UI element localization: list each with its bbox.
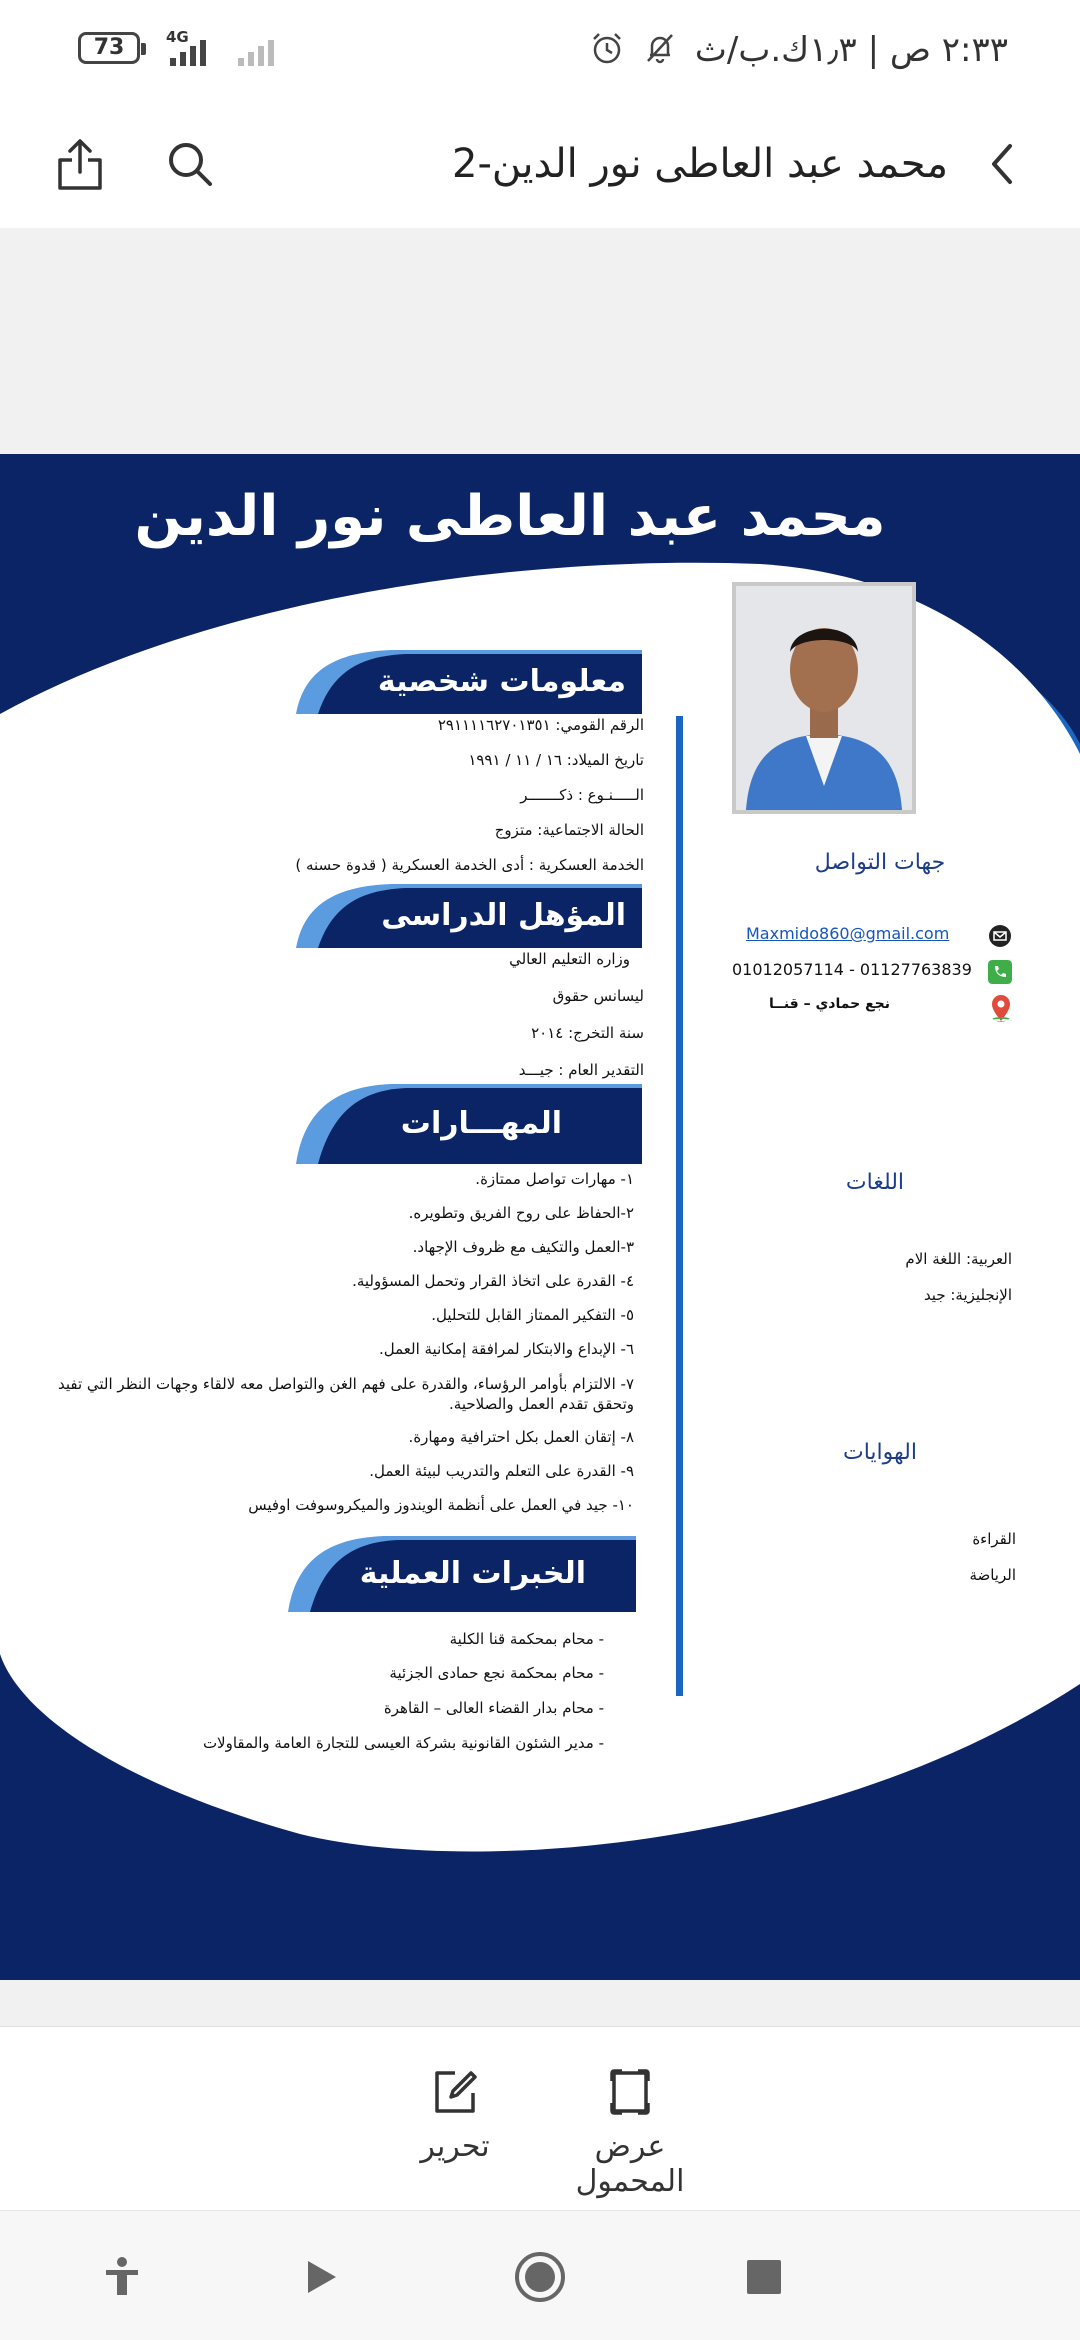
record-icon [513,2250,567,2304]
skill-line: ٣-العمل والتكيف مع ظروف الإجهاد. [412,1238,634,1256]
personal-line: الخدمة العسكرية : أدى الخدمة العسكرية ( قدوة حسنه ) [295,856,644,874]
contact-address-row [0,996,1080,1026]
cv-name-heading: محمد عبد العاطى نور الدين [134,484,886,549]
language-line: الإنجليزية: جيد [923,1286,1012,1304]
app-bar [0,100,1080,228]
phone-icon [988,960,1012,984]
document-title: محمد عبد العاطى نور الدين-2 [452,141,948,187]
contact-heading: جهات التواصل [814,850,946,875]
personal-line: الحالة الاجتماعية: متزوج [494,821,644,839]
edit-icon [431,2067,479,2117]
system-navigation-bar [0,2210,1080,2340]
share-button[interactable] [40,124,120,204]
hobby-line: الرياضة [969,1566,1016,1584]
edit-label: تحرير [420,2129,490,2164]
share-icon [54,136,106,192]
accessibility-button[interactable] [94,2249,150,2305]
skill-line: ٦- الإبداع والابتكار لمرافقة إمكانية العمل. [378,1340,634,1358]
bell-off-icon [643,31,677,69]
mobile-view-label: عرض المحمول [575,2129,685,2199]
skill-line: ٢-الحفاظ على روح الفريق وتطويره. [408,1204,634,1222]
search-button[interactable] [150,124,230,204]
network-type: 4G [166,28,189,46]
play-button[interactable] [292,2249,348,2305]
alarm-icon [589,30,625,70]
signal-strength-icon [170,34,206,66]
edit-button[interactable] [400,2067,510,2164]
personal-line: الرقم القومي: ٢٩١١١١٦٢٧٠١٣٥١ [437,716,644,734]
search-icon [165,139,215,189]
signal-strength-2-icon [238,34,274,66]
cv-document-page[interactable] [0,454,1080,1980]
skill-line: ٩- القدرة على التعلم والتدريب لبيئة العمل. [369,1462,634,1480]
bottom-action-bar [0,2026,1080,2210]
education-line: ليسانس حقوق [552,987,644,1005]
profile-photo [732,582,916,814]
email-icon [988,924,1012,948]
mobile-view-button[interactable] [540,2067,720,2199]
hobbies-heading: الهوايات [843,1440,917,1465]
phone-number[interactable]: 01012057114 - 01127763839 [732,960,972,979]
section-header-experience [288,1536,636,1612]
viewer-margin-top [0,228,1080,454]
personal-line: تاريخ الميلاد: ١٦ / ١١ / ١٩٩١ [468,751,644,769]
battery-indicator: 73 [78,32,140,64]
divider-line [676,716,683,1696]
chevron-left-icon [982,140,1022,188]
stop-button[interactable] [736,2249,792,2305]
education-line: التقدير العام : جيـــد [518,1061,644,1079]
record-button[interactable] [512,2249,568,2305]
skill-line: ٧- الالتزام بأوامر الرؤساء، والقدرة على فهم الغن والتواصل معه لالقاء وجهات النظر التي تفيد وتحقق تقدم العمل والصلاحية. [57,1375,634,1413]
contact-phone-row [0,960,1080,990]
experience-line: - مدير الشئون القانونية بشركة العيسى للتجارة العامة والمقاولات [202,1734,604,1752]
personal-line: الـــــنـوع : ذكـــــــر [520,786,644,804]
experience-heading: الخبرات العملية [359,1556,586,1591]
location-pin-icon [988,994,1014,1022]
experience-line: - محام بمحكمة قنا الكلية [449,1630,604,1648]
skills-heading: المهـــارات [400,1106,562,1141]
skill-line: ٤- القدرة على اتخاذ القرار وتحمل المسؤولية. [352,1272,634,1290]
section-header-skills [296,1084,642,1164]
accessibility-icon [100,2255,144,2299]
skill-line: ١- مهارات تواصل ممتازة. [475,1170,634,1188]
skill-line: ١٠- جيد في العمل على أنظمة الويندوز والميكروسوفت اوفيس [248,1496,634,1514]
languages-heading: اللغات [845,1170,905,1195]
education-line: وزاره التعليم العالي [509,950,630,968]
play-icon [300,2257,340,2297]
status-right [589,22,1008,78]
experience-line: - محام بمحكمة نجع حمادى الجزئية [389,1664,604,1682]
personal-heading: معلومات شخصية [377,664,626,699]
clock-and-speed: ٢:٣٣ ص | ١٫٣ك.ب/ث [694,30,1008,70]
mobile-view-icon [608,2067,652,2117]
hobby-line: القراءة [972,1530,1016,1548]
language-line: العربية: اللغة الام [905,1250,1012,1268]
viewer-margin-bottom [0,1980,1080,2026]
skill-line: ٥- التفكير الممتاز القابل للتحليل. [431,1306,634,1324]
education-heading: المؤهل الدراسى [381,898,626,933]
address-text: نجع حمادي – قنــا [769,996,890,1012]
skill-line: ٨- إتقان العمل بكل احترافية ومهارة. [408,1428,634,1446]
stop-icon [744,2257,784,2297]
experience-line: - محام بدار القضاء العالى – القاهرة [383,1699,604,1717]
status-bar [0,0,1080,100]
back-button[interactable] [962,124,1042,204]
email-link[interactable]: Maxmido860@gmail.com [746,924,950,943]
education-line: سنة التخرج: ٢٠١٤ [531,1024,644,1042]
section-header-personal [296,650,642,714]
contact-email-row [0,924,1080,954]
